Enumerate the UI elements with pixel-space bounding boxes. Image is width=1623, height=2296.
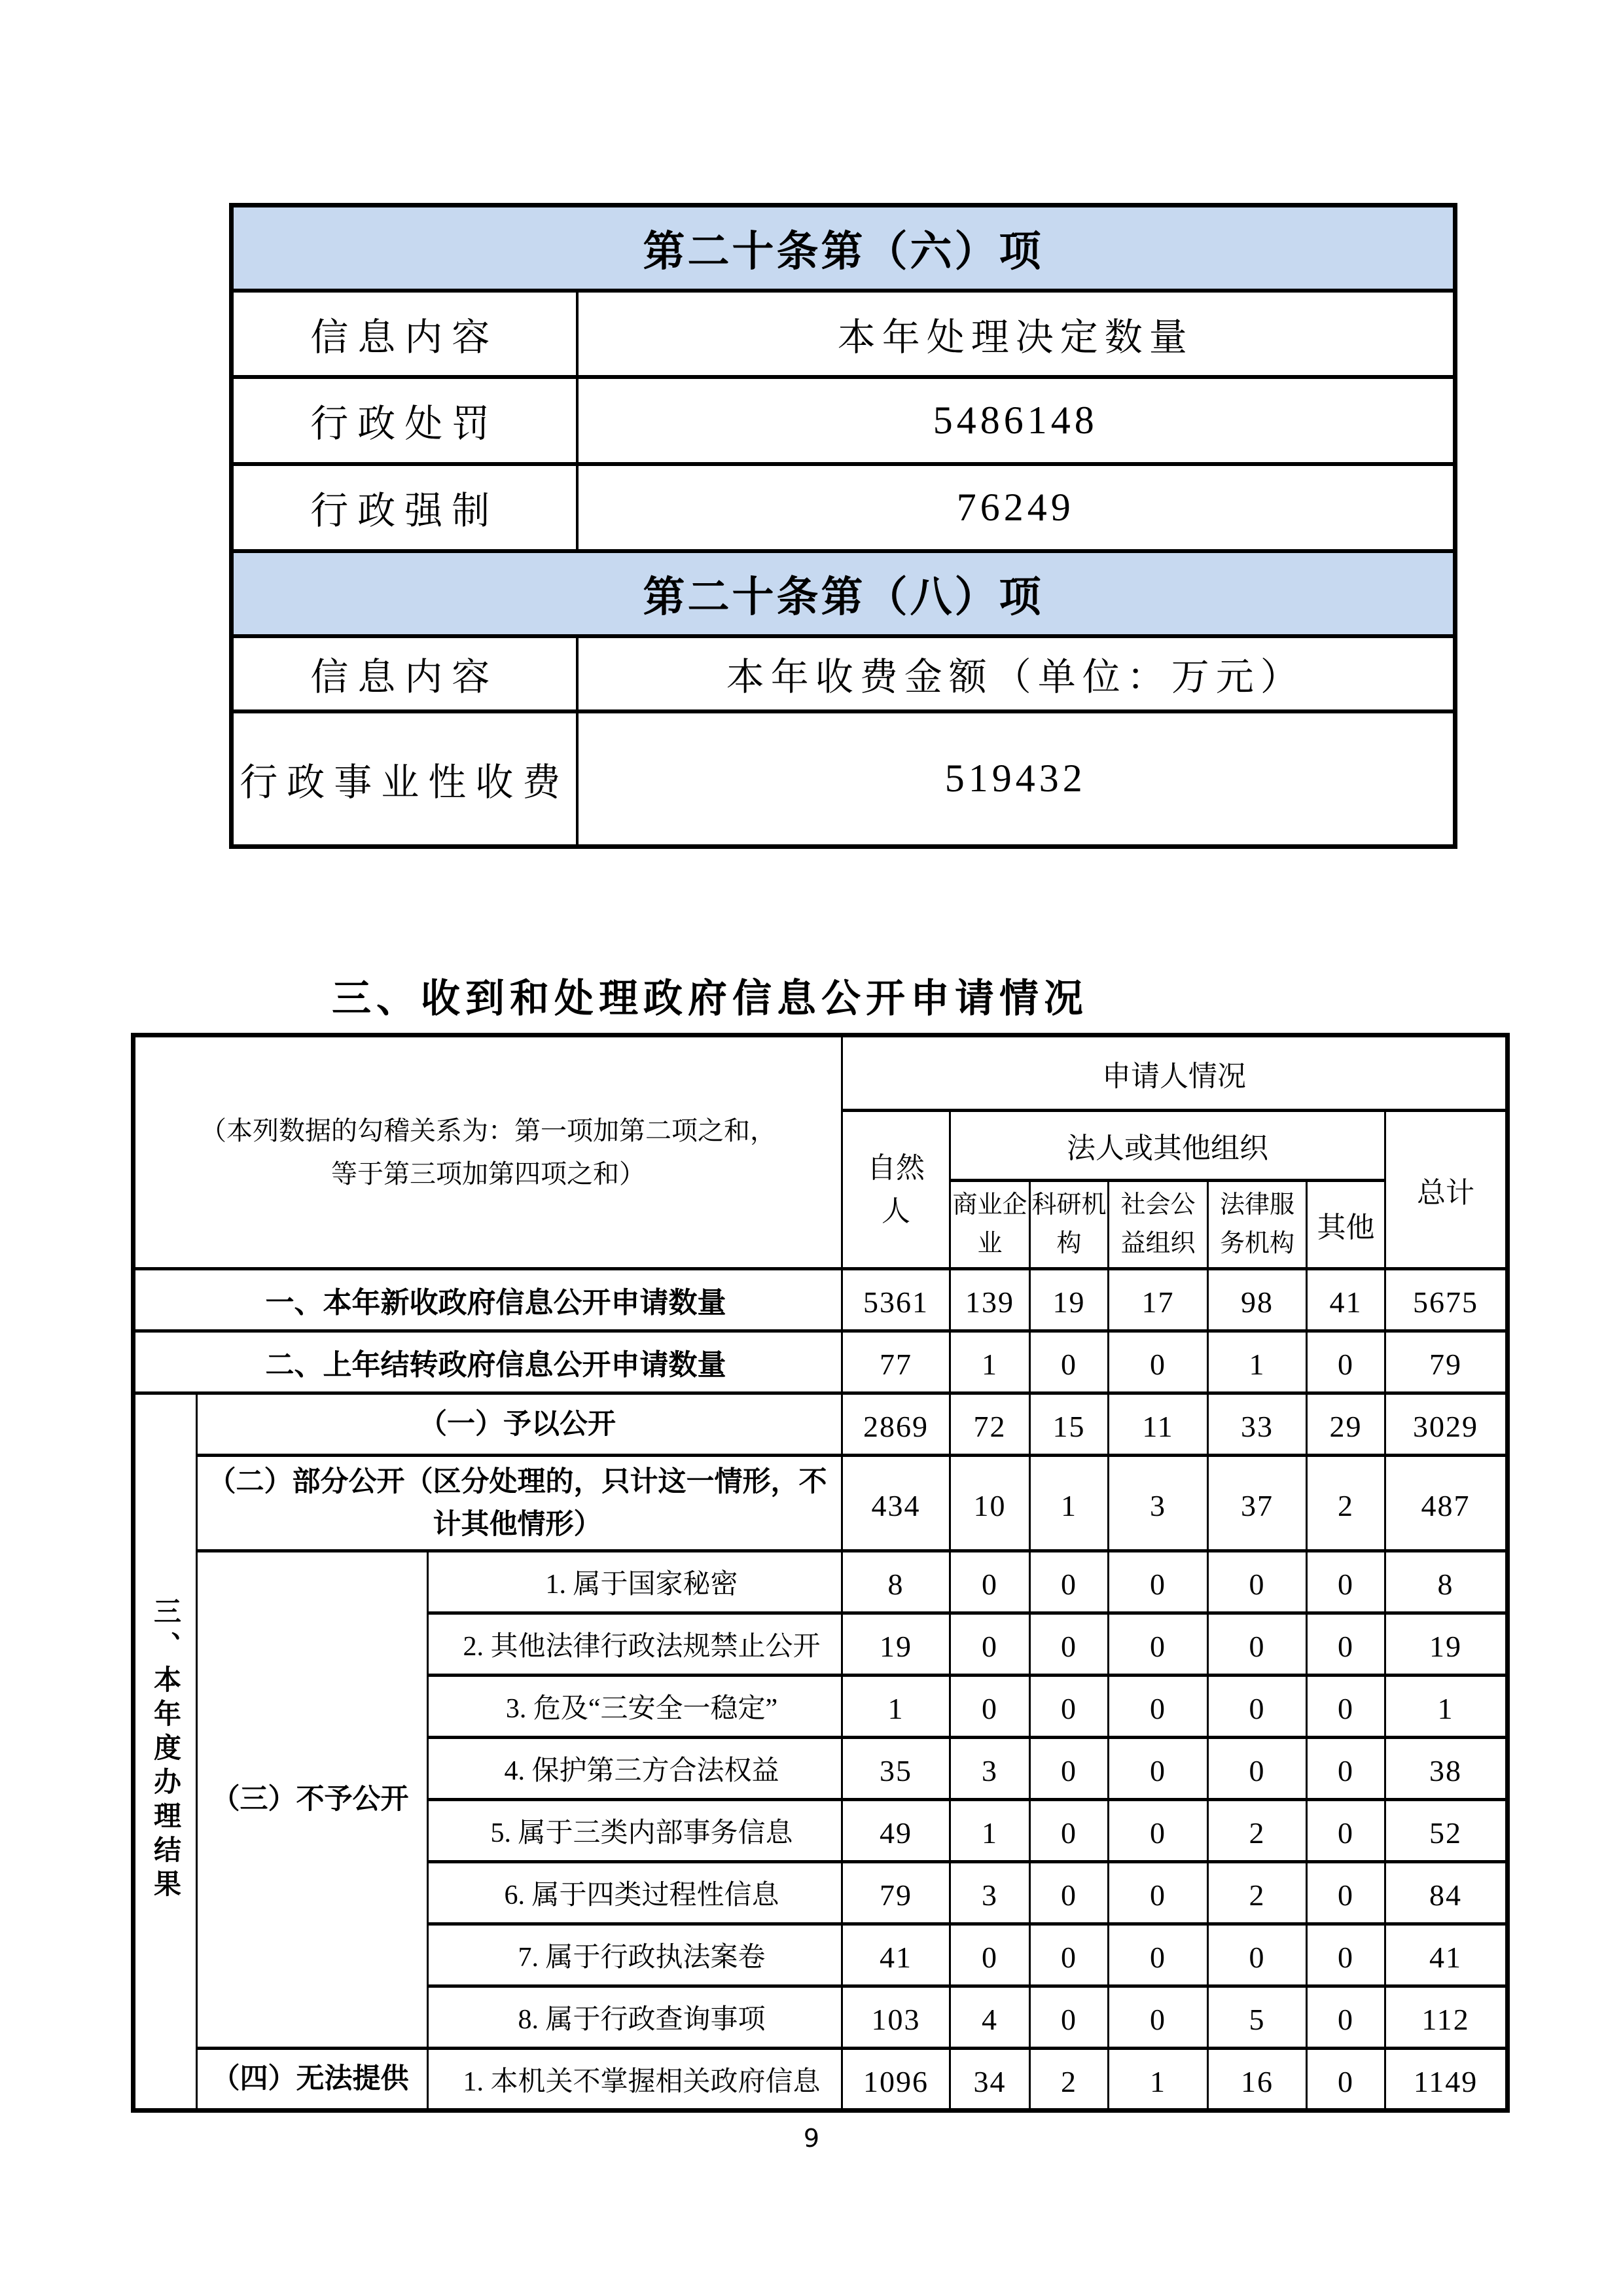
- cell-value: 0: [1109, 1738, 1208, 1800]
- cell-value: 84: [1385, 1862, 1508, 1924]
- cell-value: 41: [842, 1924, 950, 1986]
- cell-value: 0: [1109, 1676, 1208, 1738]
- cell-value: 5486148: [577, 377, 1455, 464]
- cell-value: 3029: [1385, 1393, 1508, 1456]
- cell-value: 98: [1208, 1269, 1307, 1331]
- cell-value: 0: [950, 1551, 1030, 1613]
- cell-value: 2: [1208, 1800, 1307, 1862]
- cell-value: 8: [842, 1551, 950, 1613]
- cell-value: 112: [1385, 1986, 1508, 2049]
- row-label: 信息内容: [232, 291, 577, 377]
- cell-value: 76249: [577, 464, 1455, 551]
- cell-value: 139: [950, 1269, 1030, 1331]
- cell-value: 0: [1030, 1551, 1109, 1613]
- cell-value: 0: [1109, 1551, 1208, 1613]
- cell-value: 10: [950, 1456, 1030, 1551]
- table-row: [134, 1456, 1508, 1551]
- row-label: 一、本年新收政府信息公开申请数量: [134, 1269, 842, 1331]
- table-row: [134, 1269, 1508, 1331]
- header-public-welfare: 社会公益组织: [1109, 1181, 1208, 1269]
- cell-value: 0: [1307, 1800, 1385, 1862]
- note-line1: （本列数据的勾稽关系为：第一项加第二项之和，: [200, 1115, 777, 1145]
- cell-value: 1: [950, 1331, 1030, 1393]
- table-row: [134, 1551, 1508, 1613]
- row-label: 6. 属于四类过程性信息: [428, 1862, 842, 1924]
- cell-value: 0: [1208, 1613, 1307, 1676]
- header-legal-or-other: 法人或其他组织: [950, 1111, 1385, 1181]
- header-commercial: 商业企业: [950, 1181, 1030, 1269]
- cell-value: 0: [1307, 1924, 1385, 1986]
- cell-value: 0: [1208, 1924, 1307, 1986]
- cell-value: 29: [1307, 1393, 1385, 1456]
- cell-value: 3: [950, 1738, 1030, 1800]
- cell-value: 41: [1385, 1924, 1508, 1986]
- cell-value: 5361: [842, 1269, 950, 1331]
- cell-value: 19: [842, 1613, 950, 1676]
- cell-value: 0: [1030, 1676, 1109, 1738]
- cell-value: 79: [1385, 1331, 1508, 1393]
- cell-value: 0: [1109, 1924, 1208, 1986]
- cell-value: 0: [1307, 1738, 1385, 1800]
- cell-value: 0: [1307, 1331, 1385, 1393]
- cell-value: 38: [1385, 1738, 1508, 1800]
- cell-value: 0: [1109, 1862, 1208, 1924]
- row-label: 8. 属于行政查询事项: [428, 1986, 842, 2049]
- table-row: [134, 2049, 1508, 2111]
- group-label-unable-to-provide: （四）无法提供: [197, 2049, 428, 2111]
- reconciliation-note: [134, 1035, 842, 1269]
- cell-value: 5: [1208, 1986, 1307, 2049]
- section-title-item8: 第二十条第（八）项: [232, 551, 1455, 636]
- header-natural-person: 自然人: [842, 1111, 950, 1269]
- cell-value: 487: [1385, 1456, 1508, 1551]
- cell-value: 0: [1307, 1986, 1385, 2049]
- cell-value: 0: [1030, 1613, 1109, 1676]
- cell-value: 0: [1208, 1738, 1307, 1800]
- cell-value: 103: [842, 1986, 950, 2049]
- row-label: 4. 保护第三方合法权益: [428, 1738, 842, 1800]
- cell-value: 1096: [842, 2049, 950, 2111]
- cell-value: 33: [1208, 1393, 1307, 1456]
- row-label: 3. 危及“三安全一稳定”: [428, 1676, 842, 1738]
- section-title-item6: 第二十条第（六）项: [232, 206, 1455, 291]
- row-label: 行政事业性收费: [232, 711, 577, 847]
- vertical-section-label-text: 三、本年度办理结果: [151, 1596, 181, 1903]
- row-label: 1. 属于国家秘密: [428, 1551, 842, 1613]
- cell-value: 1: [842, 1676, 950, 1738]
- cell-value: 19: [1385, 1613, 1508, 1676]
- cell-value: 11: [1109, 1393, 1208, 1456]
- cell-value: 本年处理决定数量: [577, 291, 1455, 377]
- note-line2: 等于第三项加第四项之和）: [331, 1158, 646, 1189]
- header-applicant: 申请人情况: [842, 1035, 1508, 1111]
- cell-value: 0: [1109, 1613, 1208, 1676]
- page-number: 9: [803, 2124, 820, 2153]
- row-label: 1. 本机关不掌握相关政府信息: [428, 2049, 842, 2111]
- row-label: （一）予以公开: [197, 1393, 842, 1456]
- cell-value: 1: [1385, 1676, 1508, 1738]
- cell-value: 0: [1030, 1738, 1109, 1800]
- cell-value: 1: [1208, 1331, 1307, 1393]
- header-other: 其他: [1307, 1181, 1385, 1269]
- cell-value: 0: [1030, 1800, 1109, 1862]
- cell-value: 0: [1109, 1800, 1208, 1862]
- cell-value: 0: [1208, 1676, 1307, 1738]
- row-label: 5. 属于三类内部事务信息: [428, 1800, 842, 1862]
- cell-value: 4: [950, 1986, 1030, 2049]
- cell-value: 79: [842, 1862, 950, 1924]
- row-label: 行政强制: [232, 464, 577, 551]
- cell-value: 17: [1109, 1269, 1208, 1331]
- cell-value: 19: [1030, 1269, 1109, 1331]
- table-row: [134, 1393, 1508, 1456]
- cell-value: 37: [1208, 1456, 1307, 1551]
- section-heading: 三、收到和处理政府信息公开申请情况: [332, 977, 1088, 1020]
- cell-value: 35: [842, 1738, 950, 1800]
- article20-items-table: [229, 203, 1457, 849]
- cell-value: 16: [1208, 2049, 1307, 2111]
- cell-value: 77: [842, 1331, 950, 1393]
- cell-value: 3: [1109, 1456, 1208, 1551]
- cell-value: 0: [1307, 2049, 1385, 2111]
- cell-value: 0: [1307, 1613, 1385, 1676]
- cell-value: 2869: [842, 1393, 950, 1456]
- cell-value: 41: [1307, 1269, 1385, 1331]
- cell-value: 0: [1307, 1862, 1385, 1924]
- cell-value: 8: [1385, 1551, 1508, 1613]
- cell-value: 1149: [1385, 2049, 1508, 2111]
- cell-value: 0: [950, 1924, 1030, 1986]
- row-label: 二、上年结转政府信息公开申请数量: [134, 1331, 842, 1393]
- cell-value: 52: [1385, 1800, 1508, 1862]
- group-label-not-disclosed: （三）不予公开: [197, 1551, 428, 2049]
- cell-value: 0: [1109, 1331, 1208, 1393]
- cell-value: 0: [1030, 1331, 1109, 1393]
- row-label: （二）部分公开（区分处理的，只计这一情形，不计其他情形）: [197, 1456, 842, 1551]
- cell-value: 0: [1030, 1924, 1109, 1986]
- cell-value: 0: [950, 1613, 1030, 1676]
- cell-value: 3: [950, 1862, 1030, 1924]
- cell-value: 34: [950, 2049, 1030, 2111]
- cell-value: 2: [1030, 2049, 1109, 2111]
- cell-value: 0: [1208, 1551, 1307, 1613]
- cell-value: 1: [950, 1800, 1030, 1862]
- cell-value: 0: [1109, 1986, 1208, 2049]
- row-label: 2. 其他法律行政法规禁止公开: [428, 1613, 842, 1676]
- header-research: 科研机构: [1030, 1181, 1109, 1269]
- cell-value: 15: [1030, 1393, 1109, 1456]
- cell-value: 0: [950, 1676, 1030, 1738]
- header-legal-service: 法律服务机构: [1208, 1181, 1307, 1269]
- cell-value: 519432: [577, 711, 1455, 847]
- cell-value: 0: [1307, 1676, 1385, 1738]
- cell-value: 72: [950, 1393, 1030, 1456]
- cell-value: 1: [1030, 1456, 1109, 1551]
- cell-value: 本年收费金额（单位：万元）: [577, 636, 1455, 711]
- cell-value: 2: [1307, 1456, 1385, 1551]
- cell-value: 49: [842, 1800, 950, 1862]
- row-label: 7. 属于行政执法案卷: [428, 1924, 842, 1986]
- cell-value: 434: [842, 1456, 950, 1551]
- cell-value: 0: [1030, 1986, 1109, 2049]
- cell-value: 5675: [1385, 1269, 1508, 1331]
- table-row: [134, 1331, 1508, 1393]
- cell-value: 0: [1307, 1551, 1385, 1613]
- applications-table: [131, 1033, 1510, 2113]
- row-label: 信息内容: [232, 636, 577, 711]
- cell-value: 1: [1109, 2049, 1208, 2111]
- cell-value: 2: [1208, 1862, 1307, 1924]
- vertical-section-label: [134, 1393, 197, 2111]
- cell-value: 0: [1030, 1862, 1109, 1924]
- header-total: 总计: [1385, 1111, 1508, 1269]
- row-label: 行政处罚: [232, 377, 577, 464]
